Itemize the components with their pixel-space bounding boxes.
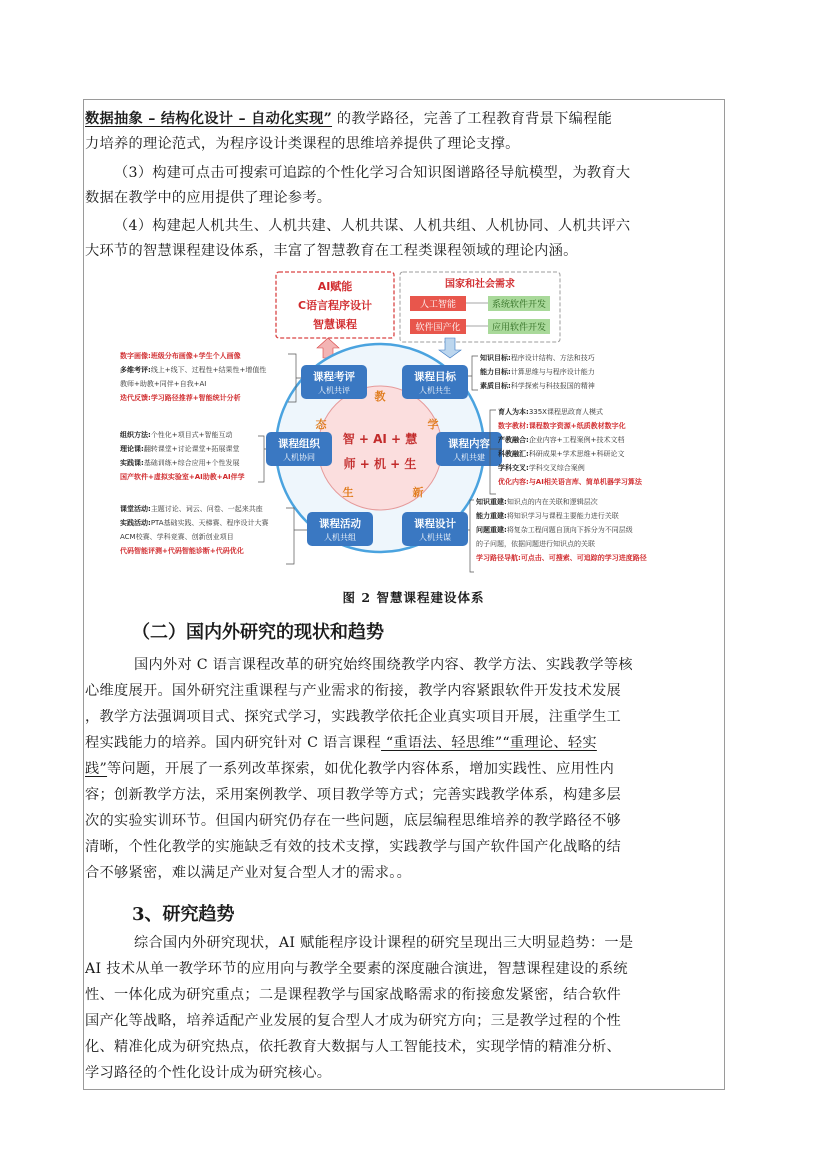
- ring-char-state: 态: [315, 418, 327, 431]
- right-content-item-3: 科教融汇:科研成果+学术思维+科研论文: [498, 450, 625, 458]
- ring-char-life: 生: [342, 486, 354, 499]
- node-org-sub: 人机协同: [283, 453, 315, 462]
- ai-box-line-2: C语言程序设计: [297, 299, 373, 312]
- node-design-title: 课程设计: [414, 518, 456, 530]
- ring-char-teach: 教: [374, 390, 386, 403]
- right-design-item-4: 学习路径导航:可点击、可搜索、可追踪的学习进度路径: [476, 554, 647, 562]
- demand-ai: 人工智能: [419, 300, 457, 310]
- right-design-item-0: 知识重建:知识点的内在关联和逻辑层次: [476, 498, 598, 506]
- s3-line-3: 性、一体化成为研究重点；二是课程教学与国家战略需求的衔接愈发紧密，结合软件: [85, 987, 622, 1003]
- right-design-item-3: 的子问题，依据问题进行知识点的关联: [476, 540, 595, 548]
- node-org-title: 课程组织: [278, 438, 320, 450]
- node-content-title: 课程内容: [448, 438, 490, 450]
- right-content-item-5: 优化内容:与AI相关语言库、简单机器学习算法: [498, 478, 642, 486]
- right-goal-item-0: 知识目标:程序设计结构、方法和技巧: [480, 354, 595, 362]
- left-org-item-3: 国产软件+虚拟实验室+AI助教+AI伴学: [120, 473, 245, 481]
- right-content-item-4: 学科交叉:学科交叉综合案例: [498, 464, 585, 472]
- left-org-item-1: 理论课:翻转课堂+讨论课堂+拓展课堂: [120, 445, 240, 453]
- node-eval-title: 课程考评: [313, 371, 355, 383]
- intro-line-1-rest: 的教学路径，完善了工程教育背景下编程能: [332, 111, 613, 127]
- core-line-1: 智 + AI + 慧: [342, 432, 418, 446]
- left-org-item-2: 实践课:基础训练+综合应用+个性发展: [120, 459, 240, 467]
- left-act-item-1: 实践活动:PTA基础实践、天梯赛、程序设计大赛: [120, 519, 269, 527]
- s2-underlined-phrase-a: “重语法、轻思维”“重理论、轻实: [381, 735, 597, 751]
- node-goal-title: 课程目标: [414, 371, 456, 383]
- s2-line-5: [85, 758, 614, 778]
- left-act-item-0: 课堂活动:主题讨论、词云、问卷、一起来共座: [120, 505, 263, 513]
- left-org-item-0: 组织方法:个性化+项目式+智能互动: [120, 431, 233, 439]
- node-act-sub: 人机共组: [324, 533, 356, 542]
- ai-course-box: [276, 272, 394, 338]
- intro-bold-phrase: 数据抽象 – 结构化设计 – 自动化实现”: [85, 111, 333, 127]
- node-course-goal: [402, 365, 468, 399]
- smart-course-system-figure: [118, 268, 708, 584]
- s2-line-4-text: 程实践能力的培养。国内研究针对 C 语言课程: [85, 735, 382, 751]
- node-course-design: [402, 512, 468, 546]
- demand-app-software: 应用软件开发: [491, 323, 547, 333]
- left-act-item-3: 代码智能评测+代码智能诊断+代码优化: [120, 547, 244, 555]
- node-design-sub: 人机共谋: [419, 533, 451, 542]
- left-eval-item-1: 多维考评:线上+线下、过程性+结果性+增值性: [120, 366, 267, 374]
- point-3-line-2: 数据在教学中的应用提供了理论参考。: [85, 190, 332, 206]
- intro-line-1: [85, 108, 612, 128]
- node-course-act: [307, 512, 373, 546]
- s2-line-5-text: 等问题，开展了一系列改革探索，如优化教学内容体系，增加实践性、应用性内: [107, 761, 615, 777]
- national-demand-box: [400, 272, 560, 342]
- ring-char-new: 新: [412, 486, 424, 499]
- ai-box-line-1: AI赋能: [317, 280, 353, 293]
- right-design-item-2: 问题重建:将复杂工程问题自顶向下拆分为不同层级: [476, 526, 633, 534]
- right-content-item-2: 产教融合:企业内容+工程案例+技术文档: [498, 436, 625, 444]
- s3-line-5: 化、精准化成为研究热点，依托教育大数据与人工智能技术，实现学情的精准分析、: [85, 1039, 622, 1055]
- point-4-line-1: （4）构建起人机共生、人机共建、人机共谋、人机共组、人机协同、人机共评六: [114, 218, 631, 234]
- node-act-title: 课程活动: [319, 518, 361, 530]
- s2-underlined-phrase-b: 践”: [85, 761, 108, 777]
- s3-line-2: AI 技术从单一教学环节的应用向与教学全要素的深度融合演进，智慧课程建设的系统: [85, 961, 628, 977]
- right-content-item-0: 育人为本:335X课程思政育人模式: [498, 408, 603, 416]
- s3-line-1: 综合国内外研究现状，AI 赋能程序设计课程的研究呈现出三大明显趋势：一是: [134, 935, 634, 951]
- ai-box-line-3: 智慧课程: [313, 318, 357, 331]
- right-design-item-1: 能力重建:将知识学习与课程主要能力进行关联: [476, 512, 619, 520]
- s2-line-6: 容；创新教学方法，采用案例教学、项目教学等方式；完善实践教学体系，构建多层: [85, 787, 622, 803]
- s2-line-7: 次的实验实训环节。但国内研究仍存在一些问题，底层编程思维培养的教学路径不够: [85, 813, 622, 829]
- core-line-2: 师 + 机 + 生: [343, 457, 417, 471]
- section-2-heading: （二）国内外研究的现状和趋势: [132, 622, 384, 643]
- intro-line-2: 力培养的理论范式，为程序设计类课程的思维培养提供了理论支撑。: [85, 136, 520, 152]
- left-eval-item-0: 数字画像:班级分布画像+学生个人画像: [120, 352, 241, 360]
- s2-line-9: 合不够紧密，难以满足产业对复合型人才的需求。。: [85, 865, 412, 881]
- s2-line-8: 清晰，个性化教学的实施缺乏有效的技术支撑，实践教学与国产软件国产化战略的结: [85, 839, 622, 855]
- point-3-line-1: （3）构建可点击可搜索可追踪的个性化学习合知识图谱路径导航模型，为教育大: [114, 165, 631, 181]
- section-3-heading: 3、研究趋势: [132, 904, 235, 925]
- s2-line-4: [85, 732, 597, 752]
- s3-line-4: 国产化等战略，培养适配产业发展的复合型人才成为研究方向；三是教学过程的个性: [85, 1013, 622, 1029]
- left-eval-item-2: 教师+助教+同伴+自我+AI: [120, 380, 207, 388]
- s2-line-3: ，教学方法强调项目式、探究式学习，实践教学依托企业真实项目开展，注重学生工: [85, 709, 622, 725]
- ring-char-learn: 学: [427, 418, 439, 431]
- s2-line-1: 国内外对 C 语言课程改革的研究始终围绕教学内容、教学方法、实践教学等核: [134, 657, 633, 673]
- left-act-item-2: ACM校赛、学科竞赛、创新创业项目: [120, 533, 234, 541]
- s2-line-2: 心维度展开。国外研究注重课程与产业需求的衔接，教学内容紧跟软件开发技术发展: [85, 683, 622, 699]
- figure-caption: 图 2 智慧课程建设体系: [342, 590, 485, 605]
- demand-system-software: 系统软件开发: [491, 300, 547, 310]
- node-goal-sub: 人机共生: [419, 386, 451, 395]
- s3-line-6: 学习路径的个性化设计成为研究核心。: [85, 1065, 332, 1081]
- demand-title: 国家和社会需求: [445, 279, 515, 290]
- node-course-eval: [301, 365, 367, 399]
- right-goal-item-2: 素质目标:科学探索与科技报国的精神: [480, 382, 595, 390]
- node-eval-sub: 人机共评: [318, 386, 350, 395]
- node-course-org: [266, 432, 332, 466]
- left-eval-item-3: 迭代反馈:学习路径推荐+智能统计分析: [120, 394, 241, 402]
- right-goal-item-1: 能力目标:计算思维与与程序设计能力: [480, 368, 595, 376]
- demand-domestic-software: 软件国产化: [415, 323, 461, 333]
- node-content-sub: 人机共建: [453, 453, 485, 462]
- right-content-item-1: 数字教材:课程数字资源+纸质教材数字化: [498, 422, 626, 430]
- point-4-line-2: 大环节的智慧课程建设体系，丰富了智慧教育在工程类课程领域的理论内涵。: [85, 243, 578, 259]
